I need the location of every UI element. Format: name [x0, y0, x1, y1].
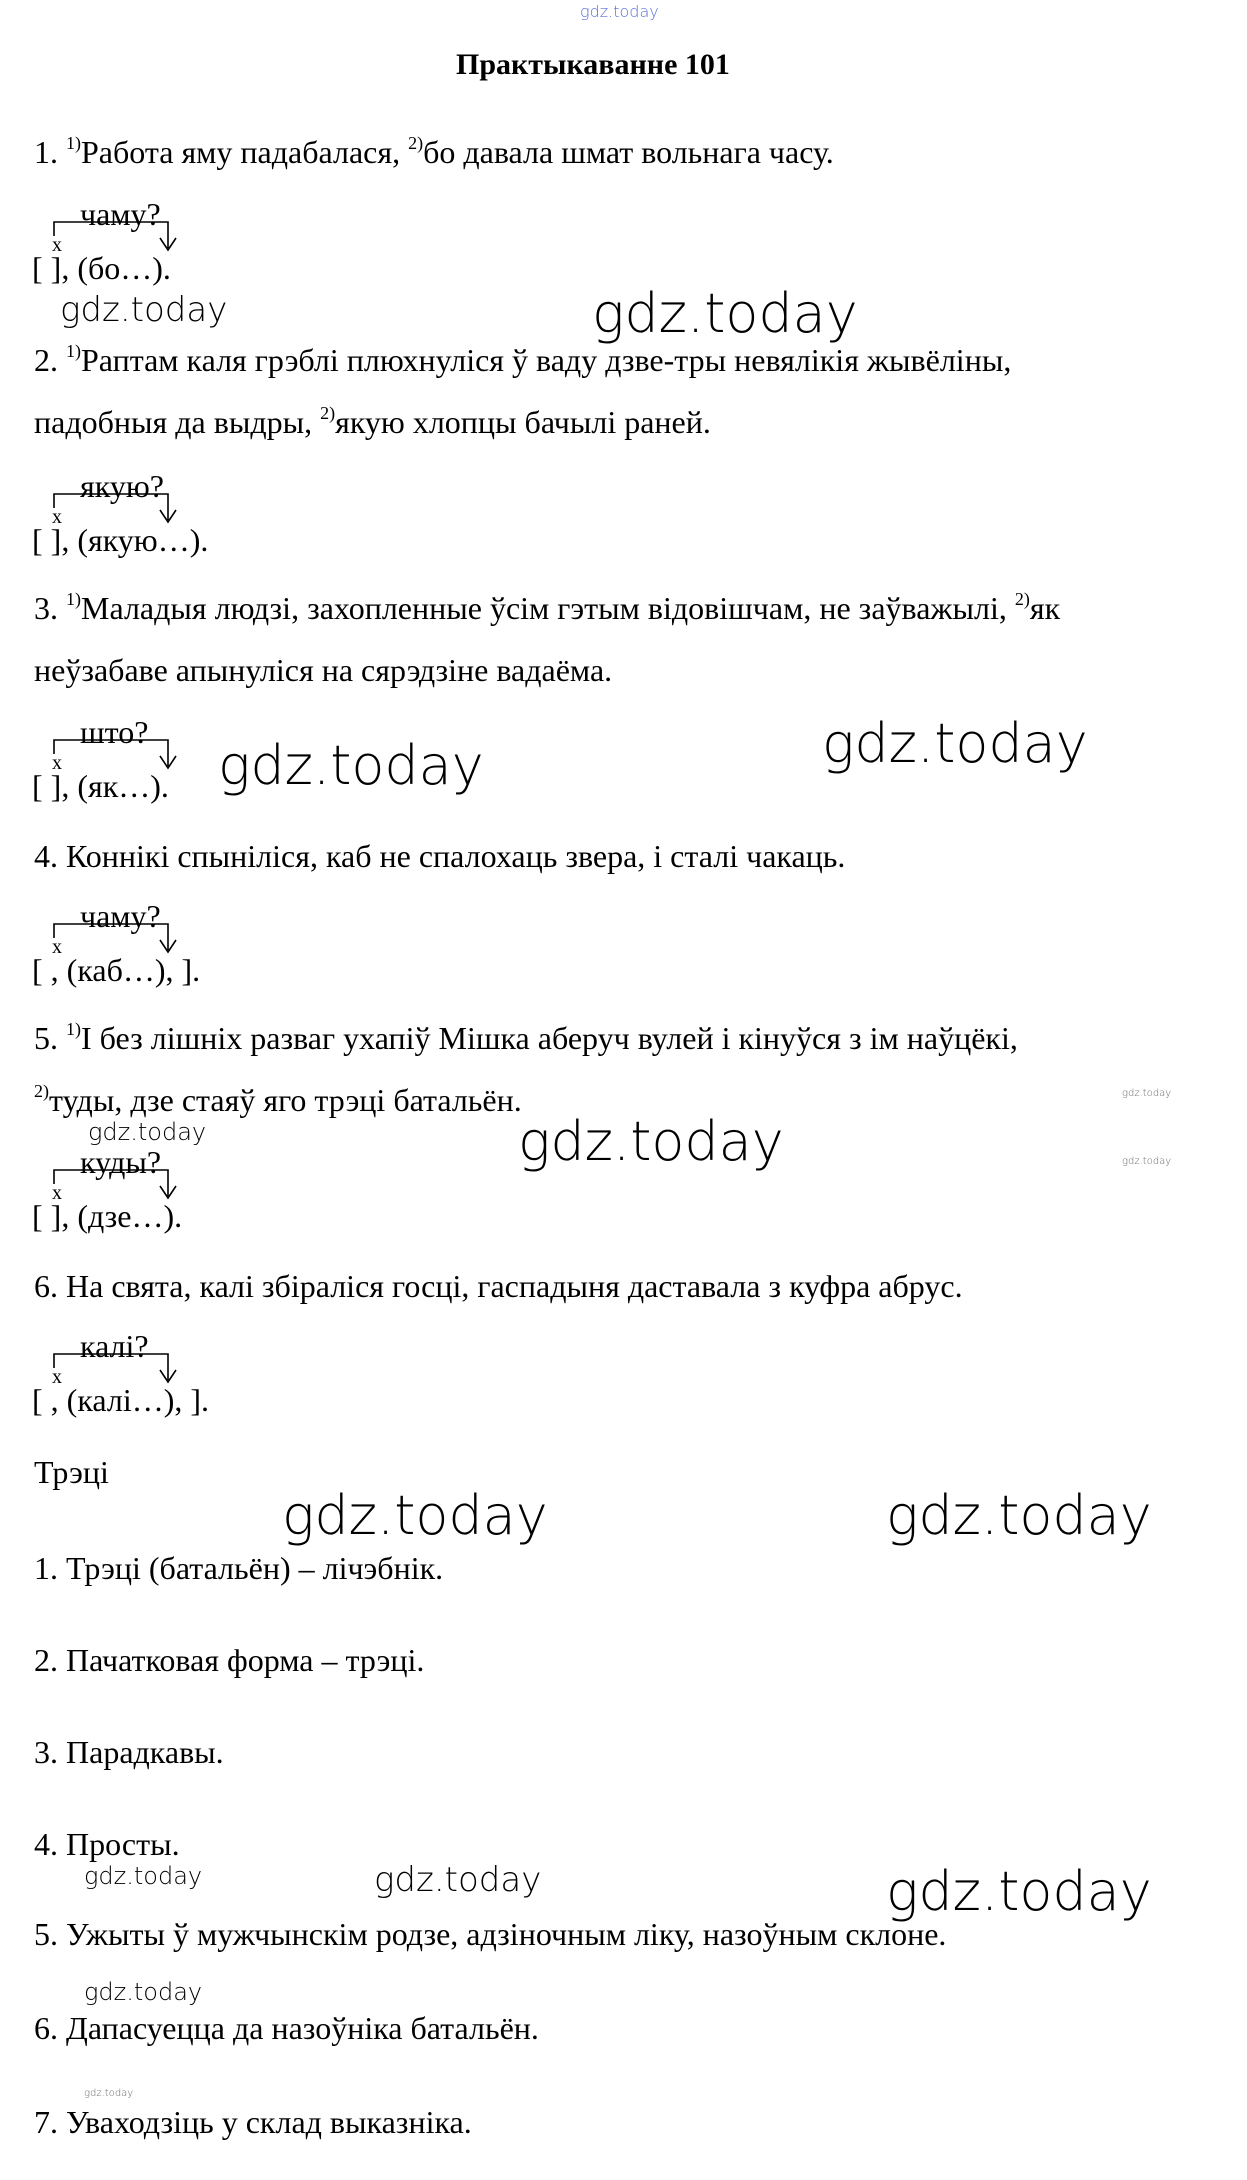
clause-marker: 2): [320, 403, 336, 423]
arrow-path: [54, 222, 176, 250]
scheme-arrow: [32, 714, 232, 794]
sentence-text: Раптам каля грэблі плюхнуліся ў ваду дзве-тры невялікія жывёліны,: [81, 342, 1012, 378]
sentence-2-scheme: [32, 468, 352, 568]
sentence-4-scheme: [32, 898, 352, 998]
sentence-2-line-1: [34, 340, 1011, 380]
clause-marker: 1): [66, 589, 81, 609]
sentence-text: На свята, калі збіраліся госці, гаспадыня даставала з куфра абрус.: [66, 1268, 963, 1304]
scheme-formula: [ ], (як…).: [32, 768, 169, 804]
sentence-number: 5.: [34, 1020, 66, 1056]
clause-marker: 1): [66, 133, 81, 153]
scheme-formula: [ ], (якую…).: [32, 522, 209, 558]
analysis-item: 1. Трэці (батальён) – лічэбнік.: [34, 1550, 444, 1586]
page-title: Практыкаванне 101: [456, 48, 730, 81]
scheme-question: куды?: [80, 1144, 162, 1180]
watermark: gdz.today: [374, 1860, 542, 1900]
sentence-6-scheme: [32, 1328, 352, 1428]
watermark: gdz.today: [822, 712, 1088, 775]
scheme-arrow: [32, 1328, 232, 1408]
scheme-question: якую?: [80, 468, 164, 504]
scheme-question: калі?: [80, 1328, 149, 1364]
sentence-text: як: [1029, 590, 1061, 626]
scheme-question: чаму?: [80, 196, 161, 232]
sentence-3-line-1: [34, 588, 1060, 628]
scheme-main-word-mark: x: [52, 936, 62, 958]
scheme-main-word-mark: x: [52, 1366, 62, 1388]
scheme-formula: [ ], (дзе…).: [32, 1198, 183, 1234]
watermark: gdz.today: [282, 1484, 548, 1547]
arrow-path: [54, 1354, 176, 1382]
watermark: gdz.today: [886, 1860, 1152, 1923]
scheme-main-word-mark: x: [52, 234, 62, 256]
sentence-text: І без лішніх разваг ухапіў Мішка аберуч вулей і кінуўся з ім наўцёкі,: [81, 1020, 1018, 1056]
sentence-5-line-1: [34, 1018, 1018, 1058]
watermark: gdz.today: [592, 282, 858, 345]
sentence-5-line-2: [34, 1080, 522, 1120]
analysis-item: 3. Парадкавы.: [34, 1734, 224, 1770]
sentence-text: якую хлопцы бачылі раней.: [335, 404, 711, 440]
scheme-arrow: [32, 898, 232, 978]
arrow-path: [54, 924, 176, 952]
scheme-arrow: [32, 196, 232, 276]
watermark: gdz.today: [84, 2088, 134, 2099]
watermark: gdz.today: [84, 1978, 203, 2006]
sentence-text: неўзабаве апынуліся на сярэдзіне вадаёма.: [34, 652, 613, 688]
sentence-number: 2.: [34, 342, 66, 378]
top-watermark: gdz.today: [580, 2, 659, 21]
arrow-path: [54, 494, 176, 522]
sentence-4-line-1: [34, 836, 845, 876]
clause-marker: 1): [66, 341, 81, 361]
sentence-number: 6.: [34, 1268, 66, 1304]
sentence-5-scheme: [32, 1144, 332, 1244]
analysis-item: 4. Просты.: [34, 1826, 180, 1862]
watermark: gdz.today: [886, 1484, 1152, 1547]
sentence-text: бо давала шмат вольнага часу.: [423, 134, 834, 170]
sentence-1-scheme: [32, 196, 332, 296]
scheme-question: што?: [80, 714, 149, 750]
watermark: gdz.today: [218, 734, 484, 797]
arrow-path: [54, 740, 176, 768]
analysis-item: 2. Пачатковая форма – трэці.: [34, 1642, 425, 1678]
clause-marker: 2): [1014, 589, 1030, 609]
sentence-number: 4.: [34, 838, 66, 874]
watermark: gdz.today: [518, 1110, 784, 1173]
sentence-6-line-1: [34, 1266, 963, 1306]
sentence-text: Работа яму падабалася,: [81, 134, 409, 170]
scheme-formula: [ , (калі…), ].: [32, 1382, 210, 1418]
clause-marker: 2): [34, 1081, 49, 1101]
scheme-arrow: [32, 1144, 232, 1224]
watermark: gdz.today: [60, 290, 228, 330]
watermark: gdz.today: [1122, 1156, 1172, 1167]
clause-marker: 1): [66, 1019, 81, 1039]
sentence-number: 3.: [34, 590, 66, 626]
watermark: gdz.today: [84, 1862, 203, 1890]
sentence-3-line-2: [34, 650, 612, 690]
sentence-2-line-2: [34, 402, 711, 442]
arrow-path: [54, 1170, 176, 1198]
sentence-text: падобныя да выдры,: [34, 404, 321, 440]
scheme-arrow: [32, 468, 232, 548]
watermark: gdz.today: [1122, 1088, 1172, 1099]
scheme-formula: [ ], (бо…).: [32, 250, 171, 286]
watermark: gdz.today: [88, 1118, 207, 1146]
sentence-1-line-1: [34, 132, 834, 172]
sentence-text: Коннікі спыніліся, каб не спалохаць звера, і сталі чакаць.: [66, 838, 846, 874]
scheme-question: чаму?: [80, 898, 161, 934]
analysis-item: 6. Дапасуецца да назоўніка батальён.: [34, 2010, 539, 2046]
analysis-item: 5. Ужыты ў мужчынскім родзе, адзіночным ліку, назоўным склоне.: [34, 1916, 947, 1952]
analysis-item: 7. Уваходзіць у склад выказніка.: [34, 2104, 472, 2140]
scheme-main-word-mark: x: [52, 752, 62, 774]
clause-marker: 2): [408, 133, 424, 153]
sentence-text: туды, дзе стаяў яго трэці батальён.: [49, 1082, 522, 1118]
scheme-main-word-mark: x: [52, 506, 62, 528]
scheme-main-word-mark: x: [52, 1182, 62, 1204]
analysis-heading: Трэці: [34, 1454, 109, 1490]
sentence-number: 1.: [34, 134, 66, 170]
sentence-text: Маладыя людзі, захопленные ўсім гэтым відовішчам, не заўважылі,: [81, 590, 1015, 626]
scheme-formula: [ , (каб…), ].: [32, 952, 201, 988]
